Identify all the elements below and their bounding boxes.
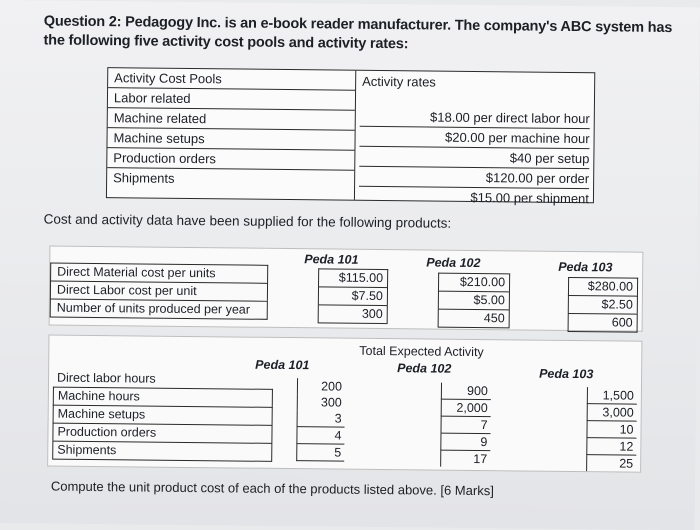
- pools-column: [107, 68, 356, 200]
- value-cell: 4: [296, 427, 344, 445]
- row-label: Direct Labor cost per unit: [50, 281, 268, 301]
- cost-data-subheading: Cost and activity data have been supplied for the following products:: [43, 211, 452, 231]
- rates-column: [359, 107, 590, 208]
- product-header: Peda 103: [558, 259, 613, 275]
- activity-peda-103: [586, 387, 637, 472]
- value-cell: 25: [586, 455, 636, 472]
- question-text: [43, 12, 683, 57]
- rates-header: Activity rates: [362, 73, 436, 90]
- activity-peda-101: [296, 378, 345, 461]
- product-header: Peda 102: [426, 255, 481, 271]
- activity-table-title: Total Expected Activity: [359, 343, 484, 360]
- value-cell: 2,000: [441, 400, 491, 418]
- pool-row: Shipments: [113, 170, 175, 186]
- row-label: Machine hours: [53, 387, 273, 407]
- product-header: Peda 101: [255, 357, 310, 373]
- value-cell: 7: [440, 417, 490, 435]
- pool-row: Labor related: [108, 88, 355, 111]
- rate-cell: $18.00 per direct labor hour: [360, 107, 590, 129]
- pool-row: Machine setups: [107, 128, 354, 151]
- value-cell: 450: [438, 309, 510, 329]
- rate-cell: $120.00 per order: [359, 167, 589, 189]
- activity-peda-102: [440, 383, 491, 468]
- expected-activity-table: [47, 335, 642, 473]
- pool-row: Machine related: [108, 108, 355, 131]
- row-label: Shipments: [52, 441, 272, 462]
- product-header: Peda 103: [539, 366, 594, 382]
- value-cell: 300: [318, 304, 388, 324]
- value-cell: $210.00: [438, 273, 510, 292]
- cost-row-labels: [50, 263, 269, 320]
- cost-data-table: [49, 246, 644, 332]
- value-cell: $2.50: [568, 295, 638, 314]
- value-cell: 9: [440, 434, 490, 452]
- pools-header: Activity Cost Pools: [108, 68, 355, 91]
- rate-cell: $15.00 per shipment: [470, 189, 590, 207]
- value-cell: 200: [297, 378, 345, 395]
- value-cell: 1,500: [587, 387, 637, 405]
- value-cell: 10: [586, 421, 636, 439]
- row-label: Direct labor hours: [56, 370, 156, 386]
- rate-cell: $40 per setup: [359, 147, 589, 169]
- instruction-text: Compute the unit product cost of each of the products listed above. [6 Marks]: [50, 478, 494, 499]
- value-cell: 12: [586, 438, 636, 456]
- value-cell: 300: [297, 394, 345, 411]
- value-cell: 5: [296, 444, 344, 462]
- question-body: Pedagogy Inc. is an e-book reader manufacturer. The company's ABC system has the following five activity cost pools and activity rates:: [43, 14, 673, 53]
- value-cell: $280.00: [568, 277, 638, 296]
- product-header: Peda 101: [304, 252, 359, 267]
- values-peda-101: [318, 268, 389, 324]
- row-label: Direct Material cost per units: [50, 263, 268, 283]
- values-peda-103: [568, 277, 639, 333]
- product-header: Peda 102: [397, 361, 452, 376]
- activity-row-labels: [52, 370, 273, 462]
- row-label: Number of units produced per year: [50, 299, 268, 320]
- value-cell: 3,000: [587, 404, 637, 422]
- value-cell: $5.00: [438, 291, 510, 310]
- activity-pools-table: [106, 67, 595, 207]
- values-peda-102: [438, 273, 511, 329]
- value-cell: 600: [568, 313, 638, 333]
- pool-row: Production orders: [107, 148, 354, 171]
- value-cell: 3: [297, 410, 345, 428]
- value-cell: $7.50: [318, 286, 388, 305]
- value-cell: 17: [440, 451, 490, 468]
- question-label: Question 2:: [43, 13, 122, 31]
- rate-cell: $20.00 per machine hour: [359, 127, 589, 149]
- value-cell: $115.00: [318, 268, 388, 287]
- value-cell: 900: [441, 383, 491, 401]
- row-label: Machine setups: [53, 405, 273, 425]
- row-label: Production orders: [52, 423, 272, 443]
